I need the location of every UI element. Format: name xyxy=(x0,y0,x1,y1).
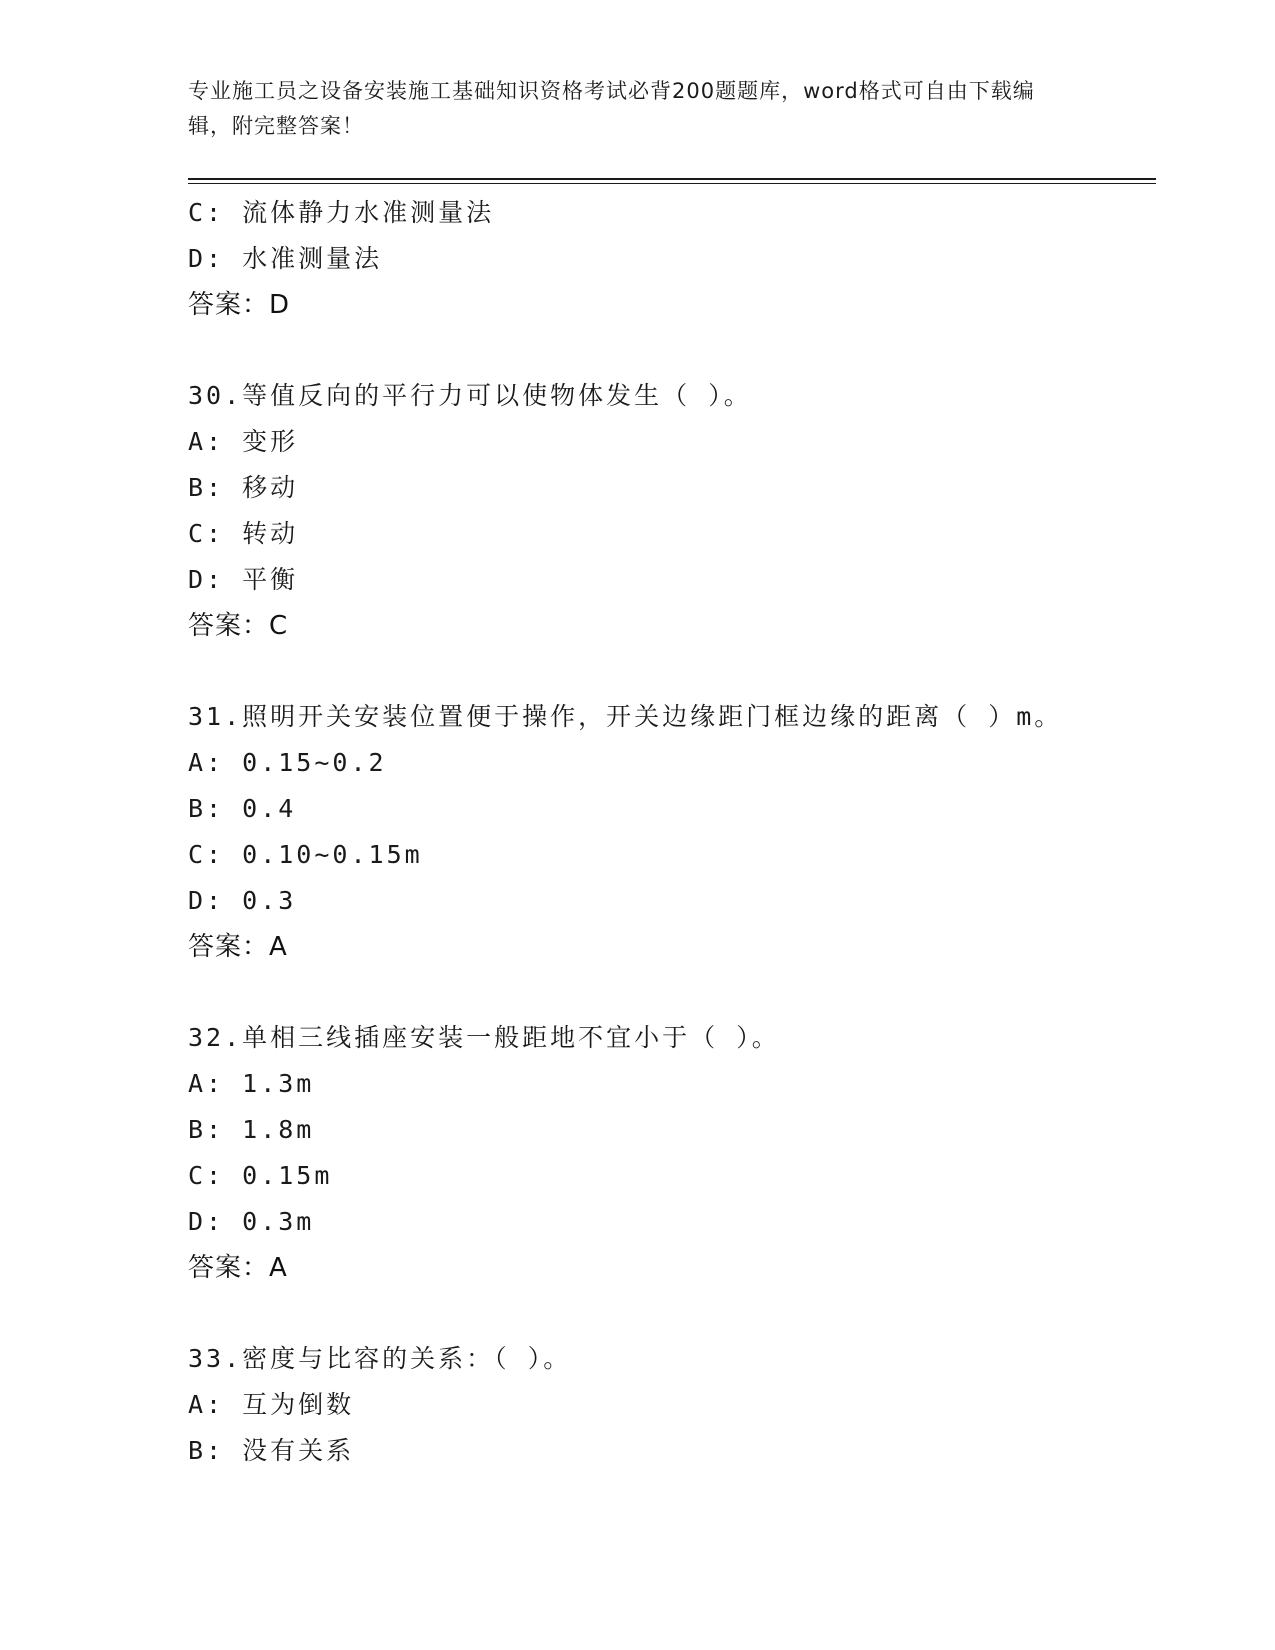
question-continued xyxy=(188,190,1156,328)
option-c: C: 0.15m xyxy=(188,1161,333,1190)
question-32 xyxy=(188,1015,1156,1291)
question-text: 32.单相三线插座安装一般距地不宜小于（ ）。 xyxy=(188,1023,780,1052)
option-c: C: 转动 xyxy=(188,519,299,548)
option-a: A: 互为倒数 xyxy=(188,1390,355,1419)
header-divider-thick xyxy=(188,178,1156,180)
option-d: D: 水准测量法 xyxy=(188,244,383,273)
question-30 xyxy=(188,373,1156,649)
answer-line: 答案：A xyxy=(188,1253,288,1283)
option-a: A: 0.15~0.2 xyxy=(188,748,387,777)
question-31 xyxy=(188,694,1156,970)
option-a: A: 1.3m xyxy=(188,1069,315,1098)
option-d: D: 平衡 xyxy=(188,565,299,594)
document-header: 专业施工员之设备安装施工基础知识资格考试必背200题题库，word格式可自由下载编辑，附完整答案！ xyxy=(188,79,1035,138)
option-c: C: 流体静力水准测量法 xyxy=(188,198,495,227)
answer-line: 答案：C xyxy=(188,611,289,641)
option-b: B: 1.8m xyxy=(188,1115,315,1144)
option-d: D: 0.3m xyxy=(188,1207,315,1236)
header-divider-thin xyxy=(188,183,1156,184)
option-b: B: 移动 xyxy=(188,473,299,502)
answer-line: 答案：A xyxy=(188,932,288,962)
option-b: B: 0.4 xyxy=(188,794,297,823)
option-d: D: 0.3 xyxy=(188,886,297,915)
option-c: C: 0.10~0.15m xyxy=(188,840,423,869)
question-text: 30.等值反向的平行力可以使物体发生（ ）。 xyxy=(188,381,752,410)
question-33 xyxy=(188,1336,1156,1474)
answer-line: 答案：D xyxy=(188,290,291,320)
option-b: B: 没有关系 xyxy=(188,1436,355,1465)
question-text: 31.照明开关安装位置便于操作，开关边缘距门框边缘的距离（ ）m。 xyxy=(188,702,1063,731)
question-text: 33.密度与比容的关系：（ ）。 xyxy=(188,1344,572,1373)
question-list xyxy=(188,190,1156,1474)
option-a: A: 变形 xyxy=(188,427,299,456)
